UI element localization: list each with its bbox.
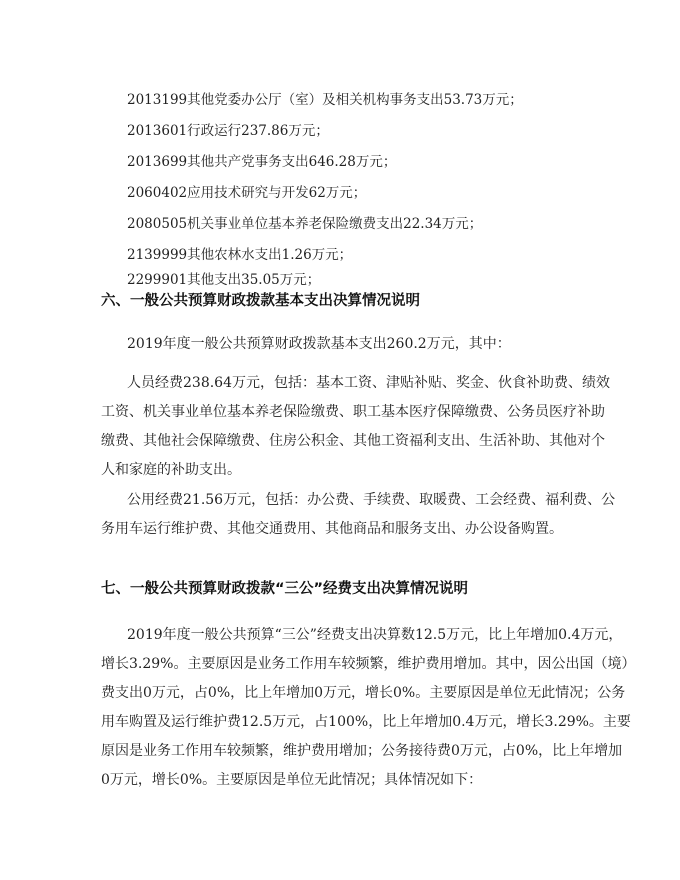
public-expense-line: 公用经费21.56万元，包括：办公费、手续费、取暖费、工会经费、福利费、公 <box>127 492 616 508</box>
expense-item: 2139999其他农林水支出1.26万元； <box>127 247 353 263</box>
section-7-heading: 七、一般公共预算财政拨款“三公”经费支出决算情况说明 <box>101 581 469 597</box>
three-public-expense-line: 费支出0万元，占0%，比上年增加0万元，增长0%。主要原因是单位无此情况；公务 <box>101 685 626 701</box>
personnel-expense-line: 工资、机关事业单位基本养老保险缴费、职工基本医疗保障缴费、公务员医疗补助 <box>101 404 605 420</box>
three-public-expense-line: 增长3.29%。主要原因是业务工作用车较频繁，维护费用增加。其中，因公出国（境） <box>101 656 636 672</box>
personnel-expense-line: 人员经费238.64万元，包括：基本工资、津贴补贴、奖金、伙食补助费、绩效 <box>127 375 610 391</box>
expense-item: 2299901其他支出35.05万元； <box>127 272 321 288</box>
three-public-expense-line: 2019年度一般公共预算“三公”经费支出决算数12.5万元，比上年增加0.4万元， <box>127 627 623 643</box>
expense-item: 2013699其他共产党事务支出646.28万元； <box>127 154 397 170</box>
expense-item: 2080505机关事业单位基本养老保险缴费支出22.34万元； <box>127 216 483 232</box>
expense-item: 2013601行政运行237.86万元； <box>127 123 329 139</box>
public-expense-line: 务用车运行维护费、其他交通费用、其他商品和服务支出、办公设备购置。 <box>101 521 563 537</box>
personnel-expense-line: 人和家庭的补助支出。 <box>101 462 241 478</box>
expense-item: 2013199其他党委办公厅（室）及相关机构事务支出53.73万元； <box>127 92 523 108</box>
three-public-expense-line: 原因是业务工作用车较频繁，维护费用增加；公务接待费0万元，占0%，比上年增加 <box>101 743 623 759</box>
three-public-expense-line: 0万元，增长0%。主要原因是单位无此情况；具体情况如下： <box>101 772 483 788</box>
personnel-expense-line: 缴费、其他社会保障缴费、住房公积金、其他工资福利支出、生活补助、其他对个 <box>101 433 605 449</box>
section-6-paragraph-1: 2019年度一般公共预算财政拨款基本支出260.2万元，其中： <box>127 336 511 352</box>
three-public-expense-line: 用车购置及运行维护费12.5万元，占100%，比上年增加0.4万元，增长3.29%。主要 <box>101 714 631 730</box>
expense-item: 2060402应用技术研究与开发62万元； <box>127 185 367 201</box>
section-6-heading: 六、一般公共预算财政拨款基本支出决算情况说明 <box>101 293 420 309</box>
